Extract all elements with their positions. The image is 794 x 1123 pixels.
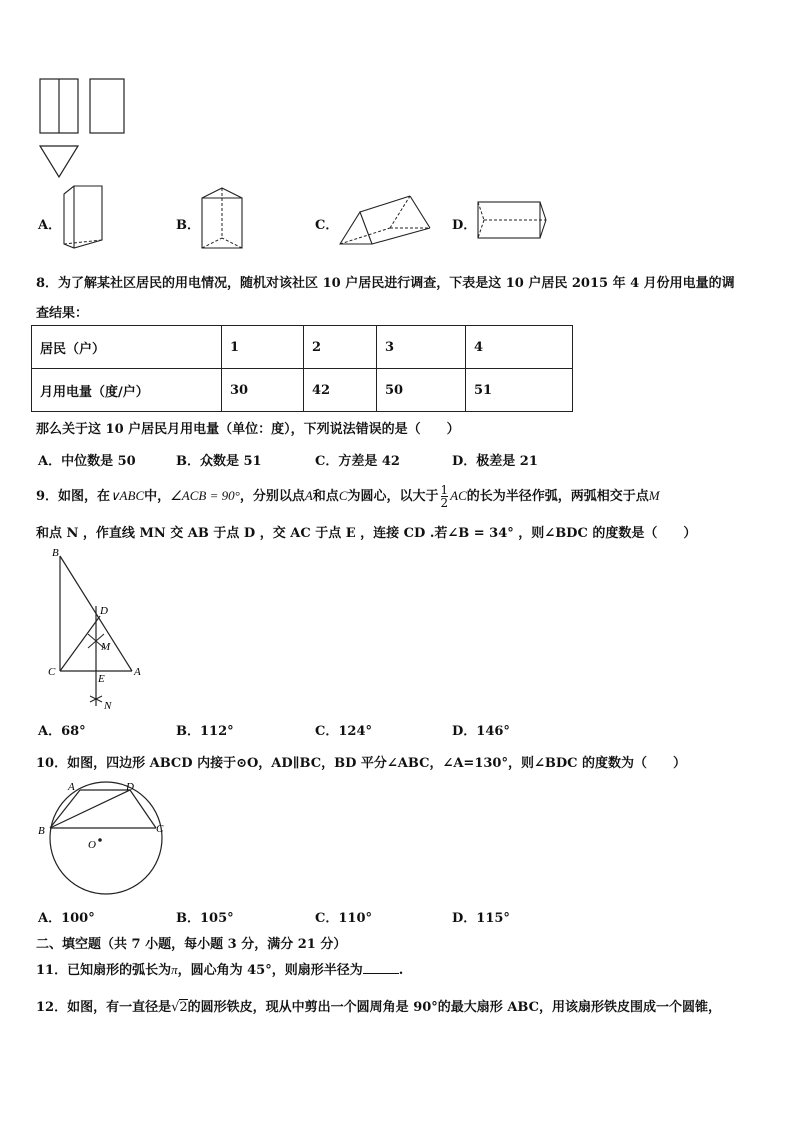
q10-option-a[interactable]: A．100° <box>38 911 95 926</box>
q10-stem: 10．如图，四边形 ABCD 内接于⊙O，AD∥BC，BD 平分∠ABC，∠A=130°，则∠BDC 的度数为（ ） <box>36 756 686 771</box>
survey-table <box>31 325 573 412</box>
q9-option-c[interactable]: C．124° <box>315 724 372 739</box>
table-row <box>32 326 573 369</box>
sqrt-symbol: √2 <box>171 1000 188 1015</box>
q8-stem-line1: 8．为了解某社区居民的用电情况，随机对该社区 10 户居民进行调查，下表是这 10 户居民 2015 年 4 月份用电量的调 <box>36 276 735 291</box>
svg-text:A: A <box>68 781 75 793</box>
table-cell: 月用电量（度/户） <box>32 369 222 412</box>
q7-option-d[interactable]: D． <box>452 218 477 233</box>
q7-option-c-prism <box>336 192 436 250</box>
q10-option-c[interactable]: C．110° <box>315 911 372 926</box>
table-cell: 1 <box>222 326 304 369</box>
fraction-one-half: $\frac{1}{2}$ <box>440 483 449 510</box>
q7-option-b[interactable]: B． <box>176 218 200 233</box>
svg-text:N: N <box>104 700 112 712</box>
table-cell: 2 <box>304 326 377 369</box>
svg-text:B: B <box>52 547 59 559</box>
svg-text:B: B <box>38 825 45 837</box>
svg-text:E: E <box>98 673 105 685</box>
table-cell: 4 <box>466 326 573 369</box>
q9-option-d[interactable]: D．146° <box>452 724 510 739</box>
svg-text:A: A <box>134 666 141 678</box>
q9-stem-line1: 9．如图，在∨ABC中，∠ACB = 90°，分别以点A和点C为圆心，以大于 $\frac{1}{2}$ AC的长为半径作弧，两弧相交于点M <box>36 483 660 510</box>
q7-option-a-prism <box>58 184 110 252</box>
svg-text:C: C <box>156 823 164 835</box>
q8-option-c[interactable]: C．方差是 42 <box>315 454 400 469</box>
q7-option-c[interactable]: C． <box>315 218 339 233</box>
table-cell: 3 <box>377 326 466 369</box>
q8-option-d[interactable]: D．极差是 21 <box>452 454 538 469</box>
table-cell: 42 <box>304 369 377 412</box>
svg-text:C: C <box>48 666 56 678</box>
q9-option-a[interactable]: A．68° <box>38 724 86 739</box>
q8-option-b[interactable]: B．众数是 51 <box>176 454 262 469</box>
q10-circle-figure <box>36 778 172 902</box>
q11-stem: 11．已知扇形的弧长为π，圆心角为 45°，则扇形半径为 . <box>36 962 404 978</box>
table-cell: 居民（户） <box>32 326 222 369</box>
q10-option-d[interactable]: D．115° <box>452 911 510 926</box>
table-cell: 51 <box>466 369 573 412</box>
svg-text:O: O <box>88 839 96 851</box>
q9-triangle-figure <box>44 544 154 714</box>
answer-blank[interactable] <box>363 973 399 974</box>
q9-stem-line2: 和点 N ，作直线 MN 交 AB 于点 D ，交 AC 于点 E ，连接 CD .若∠B = 34° ，则∠BDC 的度数是（ ） <box>36 526 697 541</box>
svg-text:D: D <box>100 605 108 617</box>
side-view <box>90 79 124 133</box>
q7-option-b-prism <box>198 186 246 256</box>
table-row <box>32 369 573 412</box>
q10-option-b[interactable]: B．105° <box>176 911 234 926</box>
q7-option-d-prism <box>474 198 550 244</box>
top-view <box>40 146 78 177</box>
svg-text:D: D <box>126 781 134 793</box>
q8-stem-line2: 查结果： <box>36 306 89 321</box>
q8-question: 那么关于这 10 户居民月用电量（单位：度），下列说法错误的是（ ） <box>36 422 460 437</box>
q7-option-a[interactable]: A． <box>38 218 62 233</box>
q8-option-a[interactable]: A．中位数是 50 <box>38 454 136 469</box>
table-cell: 30 <box>222 369 304 412</box>
q9-option-b[interactable]: B．112° <box>176 724 234 739</box>
section-heading: 二、填空题（共 7 小题，每小题 3 分，满分 21 分） <box>36 937 347 952</box>
q12-stem: 12．如图，有一直径是√2的圆形铁皮，现从中剪出一个圆周角是 90°的最大扇形 ABC，用该扇形铁皮围成一个圆锥， <box>36 1000 721 1015</box>
three-view-figure <box>36 76 128 182</box>
svg-text:M: M <box>101 641 111 653</box>
table-cell: 50 <box>377 369 466 412</box>
